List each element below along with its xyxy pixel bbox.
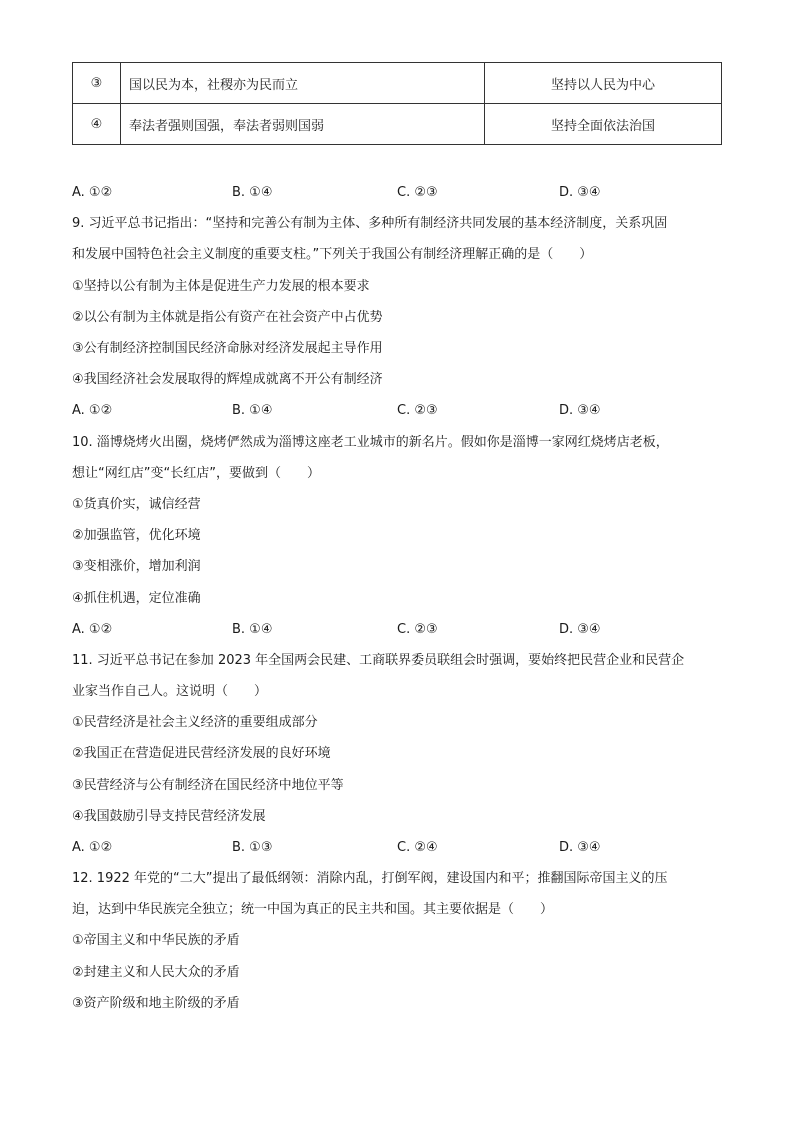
option-d[interactable]: D. ③④ xyxy=(559,622,601,637)
q11-item-4: ④我国鼓励引导支持民营经济发展 xyxy=(72,809,266,824)
q10-item-1: ①货真价实，诚信经营 xyxy=(72,497,201,512)
row-meaning: 坚持以人民为中心 xyxy=(485,63,722,104)
q9-item-4: ④我国经济社会发展取得的辉煌成就离不开公有制经济 xyxy=(72,372,383,387)
option-d[interactable]: D. ③④ xyxy=(559,403,601,418)
q11-item-1: ①民营经济是社会主义经济的重要组成部分 xyxy=(72,715,318,730)
q10-item-3: ③变相涨价，增加利润 xyxy=(72,559,201,574)
q9-options xyxy=(72,402,632,420)
table-row xyxy=(73,104,722,145)
row-number: ④ xyxy=(73,104,121,145)
q10-options xyxy=(72,621,632,639)
q10-item-4: ④抓住机遇，定位准确 xyxy=(72,591,201,606)
q10-stem-line1: 10. 淄博烧烤火出圈，烧烤俨然成为淄博这座老工业城市的新名片。假如你是淄博一家网红烧烤店老板， xyxy=(72,435,669,450)
q9-item-1: ①坚持以公有制为主体是促进生产力发展的根本要求 xyxy=(72,279,370,294)
option-b[interactable]: B. ①④ xyxy=(232,622,273,637)
q9-stem-line2: 和发展中国特色社会主义制度的重要支柱。”下列关于我国公有制经济理解正确的是（ ） xyxy=(72,247,593,262)
q9-item-2: ②以公有制为主体就是指公有资产在社会资产中占优势 xyxy=(72,310,383,325)
row-number: ③ xyxy=(73,63,121,104)
q11-item-2: ②我国正在营造促进民营经济发展的良好环境 xyxy=(72,746,331,761)
row-quote: 国以民为本，社稷亦为民而立 xyxy=(121,63,485,104)
q11-stem-line2: 业家当作自己人。这说明（ ） xyxy=(72,684,268,699)
option-c[interactable]: C. ②③ xyxy=(397,403,438,418)
q9-item-3: ③公有制经济控制国民经济命脉对经济发展起主导作用 xyxy=(72,341,383,356)
option-a[interactable]: A. ①② xyxy=(72,185,113,200)
q10-item-2: ②加强监管，优化环境 xyxy=(72,528,201,543)
answer-table xyxy=(72,62,722,145)
q11-item-3: ③民营经济与公有制经济在国民经济中地位平等 xyxy=(72,778,344,793)
option-c[interactable]: C. ②④ xyxy=(397,840,438,855)
option-a[interactable]: A. ①② xyxy=(72,622,113,637)
q10-stem-line2: 想让“网红店”变“长红店”，要做到（ ） xyxy=(72,466,320,481)
option-c[interactable]: C. ②③ xyxy=(397,185,438,200)
option-b[interactable]: B. ①④ xyxy=(232,185,273,200)
option-a[interactable]: A. ①② xyxy=(72,403,113,418)
q12-item-3: ③资产阶级和地主阶级的矛盾 xyxy=(72,996,240,1011)
option-c[interactable]: C. ②③ xyxy=(397,622,438,637)
q11-stem-line1: 11. 习近平总书记在参加 2023 年全国两会民建、工商联界委员联组会时强调，要始终把民营企业和民营企 xyxy=(72,653,685,668)
option-b[interactable]: B. ①④ xyxy=(232,403,273,418)
q12-item-1: ①帝国主义和中华民族的矛盾 xyxy=(72,933,240,948)
table-row xyxy=(73,63,722,104)
option-b[interactable]: B. ①③ xyxy=(232,840,273,855)
row-meaning: 坚持全面依法治国 xyxy=(485,104,722,145)
q12-item-2: ②封建主义和人民大众的矛盾 xyxy=(72,965,240,980)
option-a[interactable]: A. ①② xyxy=(72,840,113,855)
option-d[interactable]: D. ③④ xyxy=(559,185,601,200)
option-d[interactable]: D. ③④ xyxy=(559,840,601,855)
q11-options xyxy=(72,839,632,857)
q8-options xyxy=(72,184,632,202)
q12-stem-line1: 12. 1922 年党的“二大”提出了最低纲领：消除内乱，打倒军阀，建设国内和平；推翻国际帝国主义的压 xyxy=(72,871,668,886)
q12-stem-line2: 迫，达到中华民族完全独立；统一中国为真正的民主共和国。其主要依据是（ ） xyxy=(72,902,554,917)
q9-stem-line1: 9. 习近平总书记指出：“坚持和完善公有制为主体、多种所有制经济共同发展的基本经济制度，关系巩固 xyxy=(72,216,668,231)
row-quote: 奉法者强则国强，奉法者弱则国弱 xyxy=(121,104,485,145)
